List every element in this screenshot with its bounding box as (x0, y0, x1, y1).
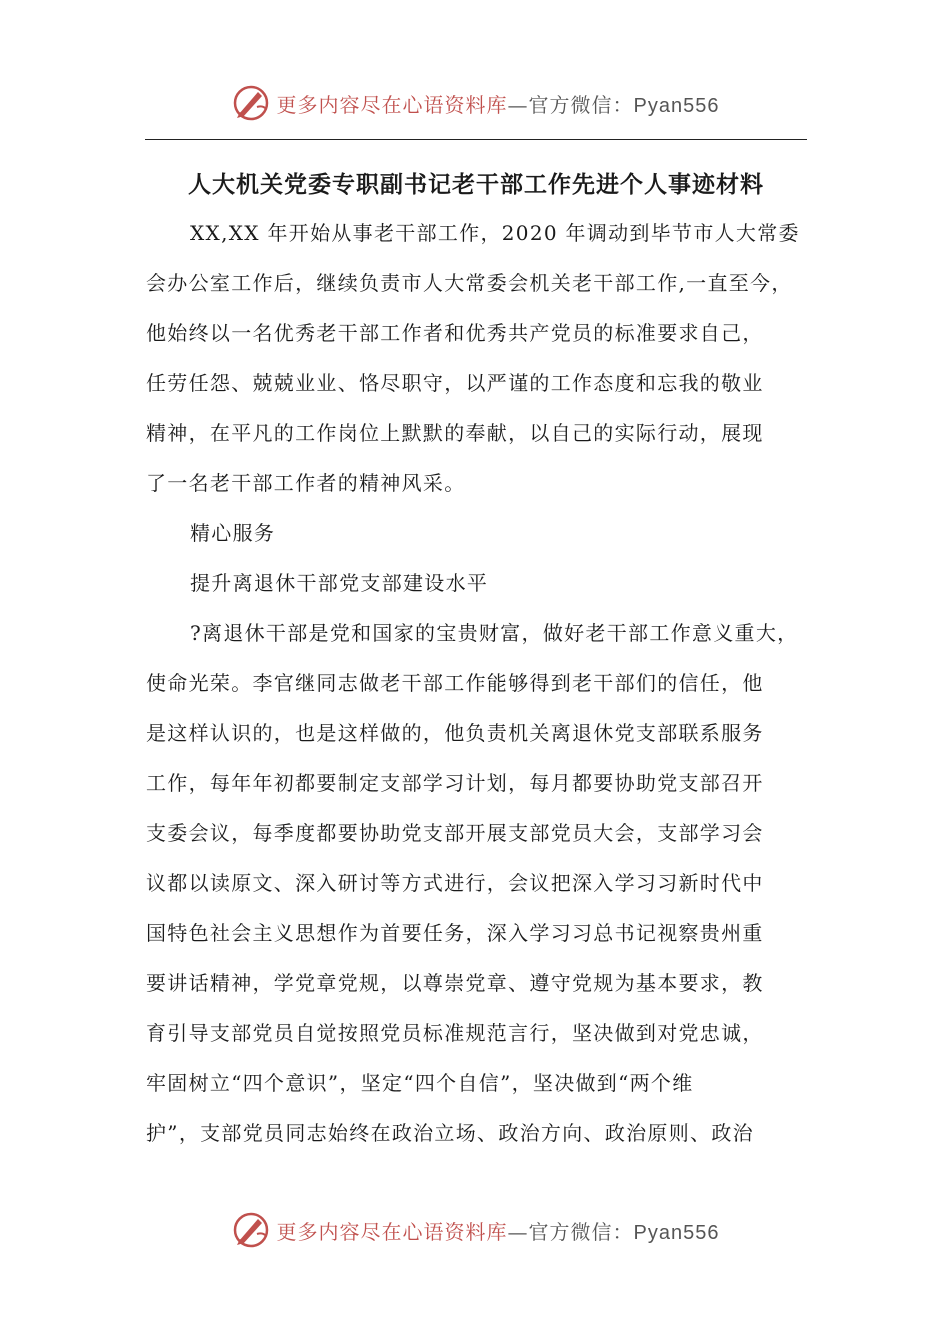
text-line: 会办公室工作后，继续负责市人大常委会机关老干部工作,一直至今， (146, 271, 793, 295)
document-title: 人大机关党委专职副书记老干部工作先进个人事迹材料 (188, 171, 764, 198)
banner-account: Pyan556 (633, 94, 720, 117)
header-divider (145, 139, 807, 140)
section-subheading (146, 558, 808, 608)
paragraph-intro (146, 208, 808, 508)
text-line: 是这样认识的，也是这样做的，他负责机关离退休党支部联系服务 (146, 721, 764, 745)
banner-main-text: 更多内容尽在心语资料库 (276, 92, 508, 117)
text-line: 精心服务 (190, 521, 276, 545)
section-heading (146, 508, 808, 558)
footer-banner (0, 1205, 950, 1255)
text-line: 议都以读原文、深入研讨等方式进行，会议把深入学习习新时代中 (146, 871, 764, 895)
paragraph-body (146, 608, 808, 1158)
banner-main-text: 更多内容尽在心语资料库 (276, 1219, 508, 1244)
text-line: 了一名老干部工作者的精神风采。 (146, 471, 466, 495)
text-line: 工作，每年年初都要制定支部学习计划，每月都要协助党支部召开 (146, 771, 764, 795)
header-banner (0, 78, 950, 128)
banner-dash: — (507, 92, 529, 117)
text-line: XX,XX 年开始从事老干部工作，2020 年调动到毕节市人大常委 (190, 221, 800, 245)
banner-account: Pyan556 (633, 1221, 720, 1244)
banner-text (277, 1216, 720, 1245)
text-line: 牢固树立“四个意识”，坚定“四个自信”，坚决做到“两个维 (146, 1071, 694, 1095)
text-line: 国特色社会主义思想作为首要任务，深入学习习总书记视察贵州重 (146, 921, 764, 945)
text-line: ?离退休干部是党和国家的宝贵财富，做好老干部工作意义重大， (190, 621, 799, 645)
banner-wechat-label: 官方微信： (528, 1219, 634, 1244)
text-line: 任劳任怨、兢兢业业、恪尽职守，以严谨的工作态度和忘我的敬业 (146, 371, 764, 395)
text-line: 提升离退休干部党支部建设水平 (190, 571, 489, 595)
text-line: 要讲话精神，学党章党规，以尊崇党章、遵守党规为基本要求，教 (146, 971, 764, 995)
banner-wechat-label: 官方微信： (528, 92, 634, 117)
banner-text (277, 89, 720, 118)
pen-logo-icon (231, 1210, 271, 1250)
text-line: 支委会议，每季度都要协助党支部开展支部党员大会，支部学习会 (146, 821, 764, 845)
text-line: 使命光荣。李官继同志做老干部工作能够得到老干部们的信任，他 (146, 671, 764, 695)
text-line: 他始终以一名优秀老干部工作者和优秀共产党员的标准要求自己， (146, 321, 764, 345)
pen-logo-icon (231, 83, 271, 123)
banner-dash: — (507, 1219, 529, 1244)
text-line: 护”，支部党员同志始终在政治立场、政治方向、政治原则、政治 (146, 1121, 754, 1145)
text-line: 精神，在平凡的工作岗位上默默的奉献，以自己的实际行动，展现 (146, 421, 764, 445)
text-line: 育引导支部党员自觉按照党员标准规范言行，坚决做到对党忠诚， (146, 1021, 764, 1045)
